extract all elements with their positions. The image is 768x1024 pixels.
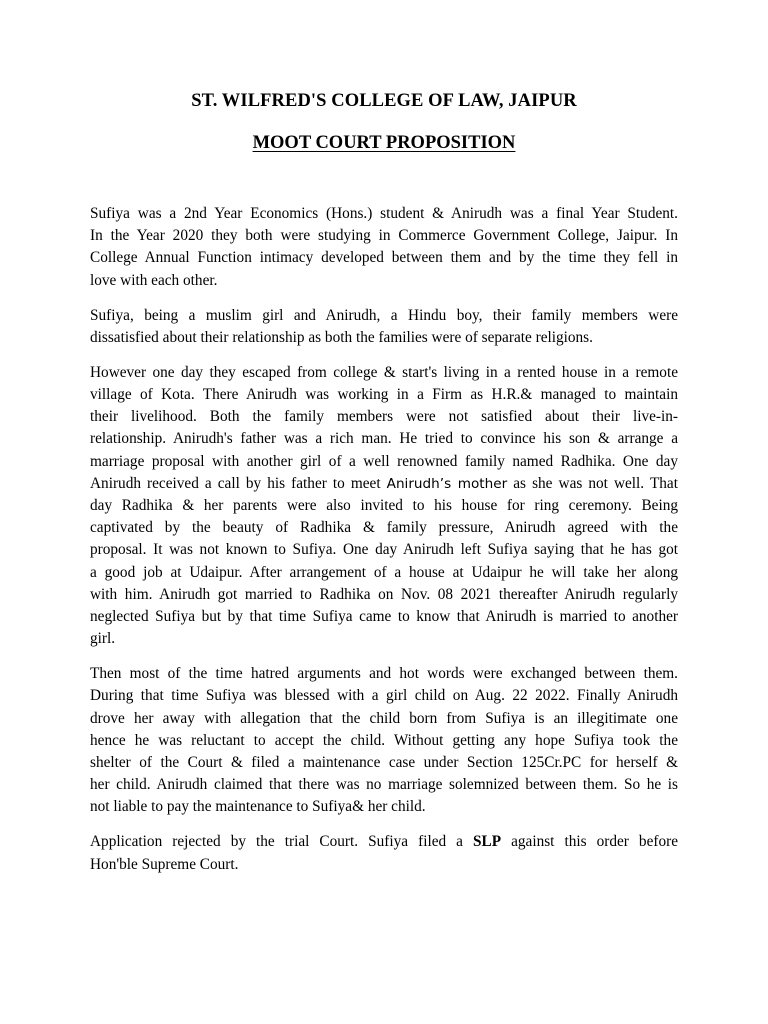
text-line: a good job at Udaipur. After arrangement of a house at Udaipur he will take her along — [90, 563, 678, 581]
text-line: dissatisfied about their relationship as both the families were of separate religions. — [90, 328, 593, 346]
text-line: Sufiya was a 2nd Year Economics (Hons.) student & Anirudh was a final Year Student. — [90, 205, 678, 222]
text-line — [90, 831, 678, 853]
call-line-end: That — [649, 474, 678, 492]
text-line: her child. Anirudh claimed that there was no marriage solemnized between them. So he is — [90, 776, 678, 794]
final-before: Application rejected by the trial Court. Sufiya filed a — [90, 833, 473, 851]
text-line: hence he was reluctant to accept the child. Without getting any hope Sufiya took the — [90, 731, 678, 749]
text-line: marriage proposal with another girl of a well renowned family named Radhika. One day — [90, 452, 678, 470]
text-line: College Annual Function intimacy developed between them and by the time they fell in — [90, 249, 678, 267]
document-heading: MOOT COURT PROPOSITION — [252, 133, 516, 153]
text-line: with him. Anirudh got married to Radhika on Nov. 08 2021 thereafter Anirudh regularly — [90, 585, 678, 603]
text-line: their livelihood. Both the family members were not satisfied about their live-in- — [90, 408, 678, 426]
text-line: In the Year 2020 they both were studying in Commerce Government College, Jaipur. In — [90, 227, 678, 245]
text-line-call — [90, 473, 678, 495]
paragraph-3 — [90, 362, 678, 651]
text-line: shelter of the Court & filed a maintenance case under Section 125Cr.PC for herself & — [90, 754, 678, 772]
final-after: against this order before — [501, 833, 678, 851]
text-line: not liable to pay the maintenance to Sufiya& her child. — [90, 798, 426, 816]
text-line: drove her away with allegation that the child born from Sufiya is an illegitimate one — [90, 709, 678, 727]
text-line: neglected Sufiya but by that time Sufiya came to know that Anirudh is married to another — [90, 608, 678, 626]
call-line-after: as she was not well. — [507, 474, 645, 492]
paragraph-5 — [90, 831, 678, 875]
text-line: Sufiya, being a muslim girl and Anirudh, a Hindu boy, their family members were — [90, 306, 678, 324]
text-line: Hon'ble Supreme Court. — [90, 855, 239, 873]
text-line: love with each other. — [90, 271, 218, 289]
text-line: day Radhika & her parents were also invited to his house for ring ceremony. Being — [90, 497, 678, 515]
text-line: girl. — [90, 630, 116, 648]
college-title: ST. WILFRED'S COLLEGE OF LAW, JAIPUR — [191, 91, 577, 111]
call-line-alt: Anirudh’s mother — [386, 475, 508, 492]
slp-term: SLP — [473, 833, 502, 851]
text-line: proposal. It was not known to Sufiya. One day Anirudh left Sufiya saying that he has got — [90, 541, 678, 559]
text-line: During that time Sufiya was blessed with a girl child on Aug. 22 2022. Finally Anirudh — [90, 687, 678, 705]
text-line: relationship. Anirudh's father was a rich man. He tried to convince his son & arrange a — [90, 430, 678, 448]
paragraph-4 — [90, 663, 678, 818]
call-line-before: Anirudh received a call by his father to meet — [90, 474, 387, 492]
document-body — [90, 203, 678, 889]
text-line: However one day they escaped from college & start's living in a rented house in a remote — [90, 363, 678, 381]
paragraph-2 — [90, 305, 678, 349]
text-line: Then most of the time hatred arguments and hot words were exchanged between them. — [90, 665, 678, 683]
paragraph-1 — [90, 203, 678, 292]
text-line: village of Kota. There Anirudh was working in a Firm as H.R.& managed to maintain — [90, 386, 678, 404]
text-line: captivated by the beauty of Radhika & family pressure, Anirudh agreed with the — [90, 519, 678, 537]
